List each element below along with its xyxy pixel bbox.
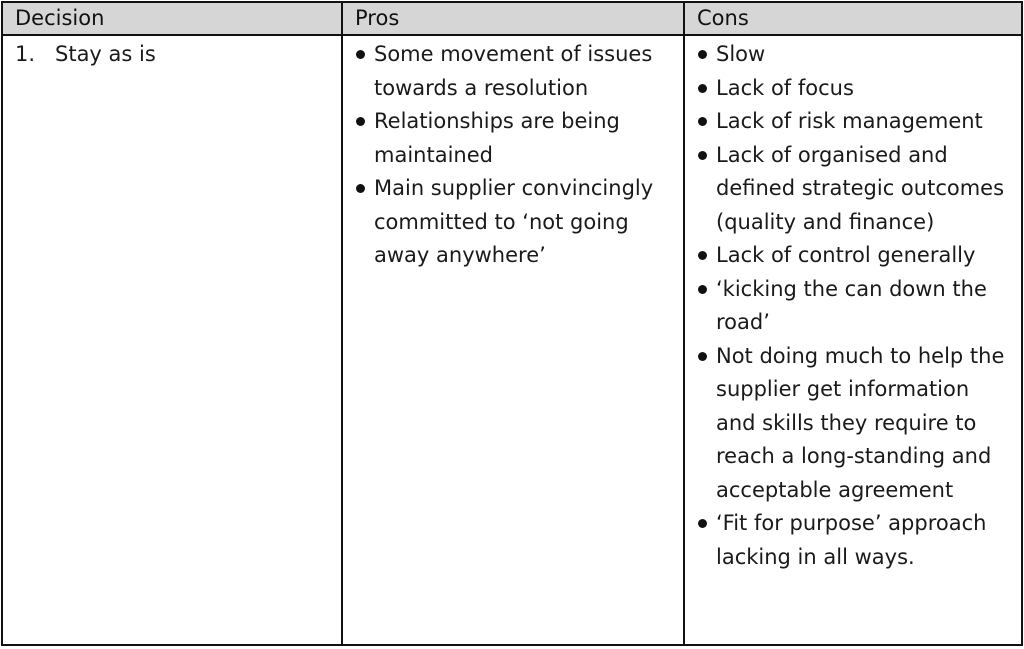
pros-cell	[343, 36, 685, 644]
cons-item: Lack of organised and defined strategic outcomes (quality and finance)	[697, 139, 1015, 240]
pros-item: Relationships are being maintained	[355, 105, 677, 172]
cons-item: Lack of risk management	[697, 105, 1015, 139]
header-decision: Decision	[3, 3, 343, 36]
pros-item: Some movement of issues towards a resolution	[355, 38, 677, 105]
pros-list	[343, 38, 683, 273]
cons-item: Slow	[697, 38, 1015, 72]
header-cons: Cons	[685, 3, 1021, 36]
cons-item: Lack of control generally	[697, 239, 1015, 273]
decision-cell	[3, 36, 343, 644]
cons-item: ‘Fit for purpose’ approach lacking in all ways.	[697, 507, 1015, 574]
cons-item: Not doing much to help the supplier get information and skills they require to reach a long-standing and acceptable agreement	[697, 340, 1015, 508]
decision-label: Stay as is	[55, 42, 156, 66]
cons-list	[685, 38, 1021, 574]
cons-item: ‘kicking the can down the road’	[697, 273, 1015, 340]
header-pros: Pros	[343, 3, 685, 36]
pros-item: Main supplier convincingly committed to ‘not going away anywhere’	[355, 172, 677, 273]
cons-item: Lack of focus	[697, 72, 1015, 106]
decision-table	[1, 1, 1023, 646]
decision-number: 1.	[15, 42, 36, 66]
cons-cell	[685, 36, 1021, 644]
